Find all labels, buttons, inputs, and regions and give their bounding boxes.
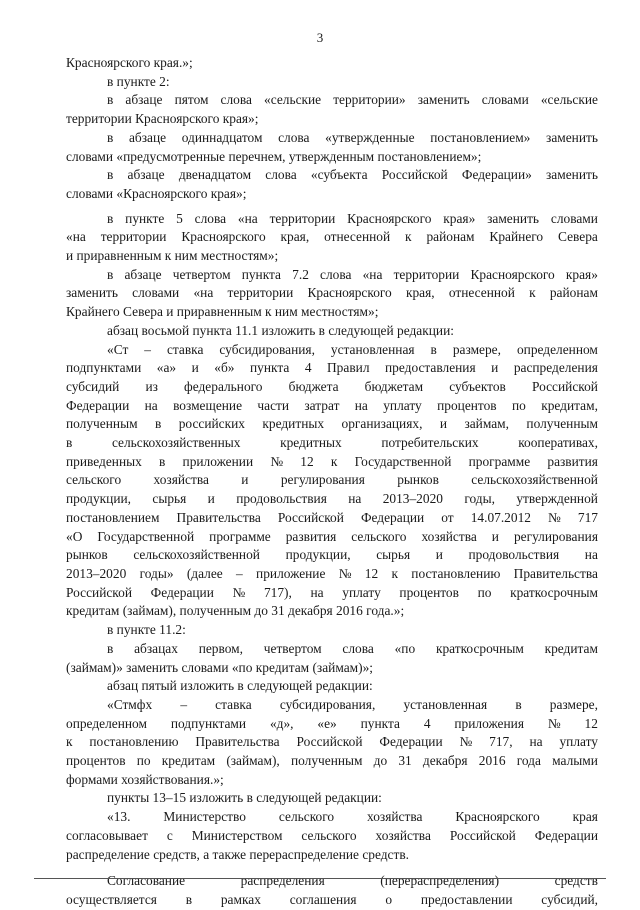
text-line: Красноярского края.»; [66,55,193,70]
text-line: абзац пятый изложить в следующей редакции: [107,678,373,694]
document-body [66,54,598,910]
text-line: (займам)» заменить словами «по кредитам (займам)»; [66,659,374,675]
text-line: сельского хозяйства и регулирования рынков сельскохозяйственной [66,472,598,488]
paragraph [66,266,598,322]
text-line: пункты 13–15 изложить в следующей редакции: [107,790,382,806]
text-line: словами «Красноярского края»; [66,185,247,201]
text-line: в абзаце пятом слова «сельские территории» заменить словами «сельские [107,92,598,108]
text-line: формами хозяйствования.»; [66,771,224,787]
text-line: кредитам (займам), полученным до 31 декабря 2016 года.»; [66,603,405,619]
text-line: 2013–2020 годы» (далее – приложение № 12 к постановлению Правительства [66,565,598,581]
text-line: процентов по кредитам (займам), полученным до 31 декабря 2016 года малыми [66,753,598,769]
footer-rule [34,878,606,879]
text-line: заменить словами «на территории Красноярского края, отнесенной к районам [66,285,598,301]
text-line: в абзаце двенадцатом слова «субъекта Российской Федерации» заменить [107,167,598,183]
text-line: Федерации на возмещение части затрат на уплату процентов по кредитам, [66,397,598,413]
text-line: к постановлению Правительства Российской Федерации № 717, на уплату [66,734,598,750]
text-line: абзац восьмой пункта 11.1 изложить в следующей редакции: [107,322,454,338]
text-line: словами «предусмотренные перечнем, утвержденным постановлением»; [66,148,482,164]
paragraph [66,677,598,696]
text-line: в пункте 5 слова «на территории Красноярского края» заменить словами [107,210,598,226]
text-line: приведенных в приложении № 12 к Государственной программе развития [66,453,598,469]
text-line: осуществляется в рамках соглашения о предоставлении субсидий, [66,891,598,907]
text-line: субсидий из федерального бюджета бюджетам субъектов Российской [66,378,598,394]
text-line: «13. Министерство сельского хозяйства Красноярского края [107,809,598,825]
text-line: в абзаце одиннадцатом слова «утвержденные постановлением» заменить [107,129,598,145]
paragraph [66,341,598,622]
text-line: в абзацах первом, четвертом слова «по краткосрочным кредитам [107,640,598,656]
text-line: и приравненным к ним местностям»; [66,248,279,264]
paragraph [66,789,598,808]
text-line: территории Красноярского края»; [66,111,259,127]
text-line: полученным в российских кредитных организациях, и займам, полученным [66,416,598,432]
text-line: в пункте 11.2: [107,622,186,638]
text-line: Российской Федерации № 717), на уплату процентов по краткосрочным [66,584,598,600]
text-line: определенном подпунктами «д», «е» пункта 4 приложения № 12 [66,715,598,731]
paragraph [66,91,598,128]
text-line: подпунктами «а» и «б» пункта 4 Правил предоставления и распределения [66,360,598,376]
paragraph [66,166,598,203]
paragraph [66,696,598,790]
text-line: Крайнего Севера и приравненным к ним местностям»; [66,304,379,320]
text-line: Согласование распределения (перераспределения) средств [107,873,598,889]
text-line: согласовывает с Министерством сельского хозяйства Российской Федерации [66,827,598,843]
text-line: в пункте 2: [107,73,170,89]
paragraph [66,129,598,166]
paragraph [66,210,598,266]
text-line: «Ст – ставка субсидирования, установленная в размере, определенном [107,341,598,357]
page-number: 3 [316,30,324,45]
text-line: постановлением Правительства Российской Федерации от 14.07.2012 № 717 [66,509,598,525]
paragraph [66,322,598,341]
text-line: в сельскохозяйственных кредитных потребительских кооперативах, [66,435,598,451]
text-line: продукции, сырья и продовольствия на 2013–2020 годы, утвержденной [66,491,598,507]
text-line: распределение средств, а также перераспределение средств. [66,846,410,862]
text-line: «О Государственной программе развития сельского хозяйства и регулирования [66,528,598,544]
paragraph [66,73,598,92]
text-line: рынков сельскохозяйственной продукции, сырья и продовольствия на [66,547,598,563]
text-line: «Стмфх – ставка субсидирования, установленная в размере, [107,696,598,712]
paragraph [66,621,598,640]
paragraph [66,54,598,73]
text-line: в абзаце четвертом пункта 7.2 слова «на территории Красноярского края» [107,266,598,282]
text-line: «на территории Красноярского края, отнесенной к районам Крайнего Севера [66,229,598,245]
paragraph [66,808,598,864]
paragraph [66,640,598,677]
